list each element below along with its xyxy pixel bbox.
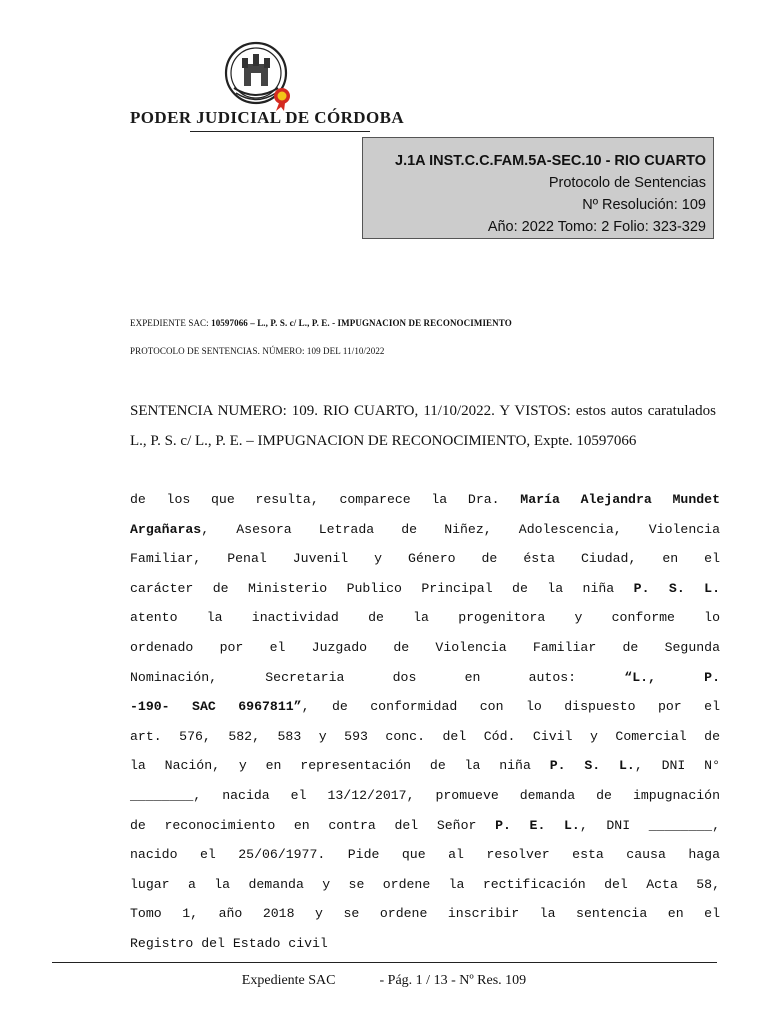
court-seal-logo-icon	[224, 40, 294, 112]
expediente-label: EXPEDIENTE SAC:	[130, 318, 212, 328]
resolution-number: Nº Resolución: 109	[582, 197, 706, 213]
body-text: Registro del Estado civil	[130, 935, 328, 951]
body-line	[130, 544, 720, 574]
body-line	[130, 811, 720, 841]
body-emphasis: P. S. L.	[633, 580, 720, 596]
body-text: Familiar, Penal Juvenil y Género de ésta Ciudad, en el	[130, 551, 720, 567]
body-emphasis: “L., P.	[624, 669, 720, 685]
body-text: lugar a la demanda y se ordene la rectificación del Acta 58,	[130, 876, 720, 892]
body-text: de los que resulta, comparece la Dra.	[130, 492, 521, 507]
body-emphasis: P. S. L.	[549, 758, 635, 774]
body-line	[130, 663, 720, 693]
body-line	[130, 633, 720, 663]
body-line	[130, 870, 720, 900]
body-emphasis: -190- SAC 6967811”	[130, 699, 302, 715]
body-text: carácter de Ministerio Publico Principal de la niña	[130, 580, 634, 596]
body-line	[130, 781, 720, 811]
body-line	[130, 692, 720, 722]
body-text: art. 576, 582, 583 y 593 conc. del Cód. Civil y Comercial de	[130, 728, 720, 744]
institution-title: PODER JUDICIAL DE CÓRDOBA	[130, 108, 404, 127]
protocolo-line: PROTOCOLO DE SENTENCIAS. NÚMERO: 109 DEL 11/10/2022	[130, 346, 385, 356]
body-text: ________, nacida el 13/12/2017, promueve demanda de impugnación	[130, 787, 720, 803]
sentence-body	[130, 485, 720, 959]
body-line	[130, 574, 720, 604]
year-volume-folio: Año: 2022 Tomo: 2 Folio: 323-329	[487, 219, 706, 235]
page-footer	[0, 973, 768, 989]
body-text: nacido el 25/06/1977. Pide que al resolver esta causa haga	[130, 847, 720, 863]
body-text: , de conformidad con lo dispuesto por el	[301, 699, 720, 715]
body-line	[130, 751, 720, 781]
body-line	[130, 840, 720, 870]
body-text: , Asesora Letrada de Niñez, Adolescencia, Violencia	[201, 521, 720, 537]
body-line	[130, 899, 720, 929]
court-name: J.1A INST.C.C.FAM.5A-SEC.10 - RIO CUARTO	[395, 153, 706, 169]
body-text: la Nación, y en representación de la niña	[130, 758, 550, 774]
body-text: atento la inactividad de la progenitora y conforme lo	[130, 610, 720, 626]
protocol-label: Protocolo de Sentencias	[548, 175, 706, 191]
expediente-value: 10597066 – L., P. S. c/ L., P. E. - IMPUGNACION DE RECONOCIMIENTO	[211, 318, 512, 328]
body-line	[130, 603, 720, 633]
body-text: , DNI ________,	[579, 817, 720, 833]
body-line	[130, 515, 720, 545]
body-emphasis: P. E. L.	[495, 817, 580, 833]
resolution-info-box	[362, 137, 714, 239]
body-line	[130, 929, 720, 959]
expediente-line	[130, 318, 512, 328]
body-line	[130, 722, 720, 752]
body-text: Nominación, Secretaria dos en autos:	[130, 669, 625, 685]
body-text: Tomo 1, año 2018 y se ordene inscribir la sentencia en el	[130, 906, 720, 922]
body-text: ordenado por el Juzgado de Violencia Familiar de Segunda	[130, 639, 720, 655]
body-emphasis: Argañaras	[130, 521, 202, 537]
footer-label: Expediente SAC	[241, 973, 336, 988]
footer-divider	[52, 962, 717, 963]
sentence-intro: SENTENCIA NUMERO: 109. RIO CUARTO, 11/10/2022. Y VISTOS: estos autos caratulados L., P. S. c/ L., P. E. – IMPUGNACION DE RECONOCIMIENTO, Expte. 10597066	[130, 403, 716, 449]
header-divider	[190, 131, 370, 132]
footer-page-info: - Pág. 1 / 13 - Nº Res. 109	[379, 973, 527, 988]
body-text: de reconocimiento en contra del Señor	[130, 817, 496, 833]
body-emphasis: María Alejandra Mundet	[520, 492, 720, 507]
body-line	[130, 485, 720, 515]
body-text: , DNI N°	[634, 758, 721, 774]
